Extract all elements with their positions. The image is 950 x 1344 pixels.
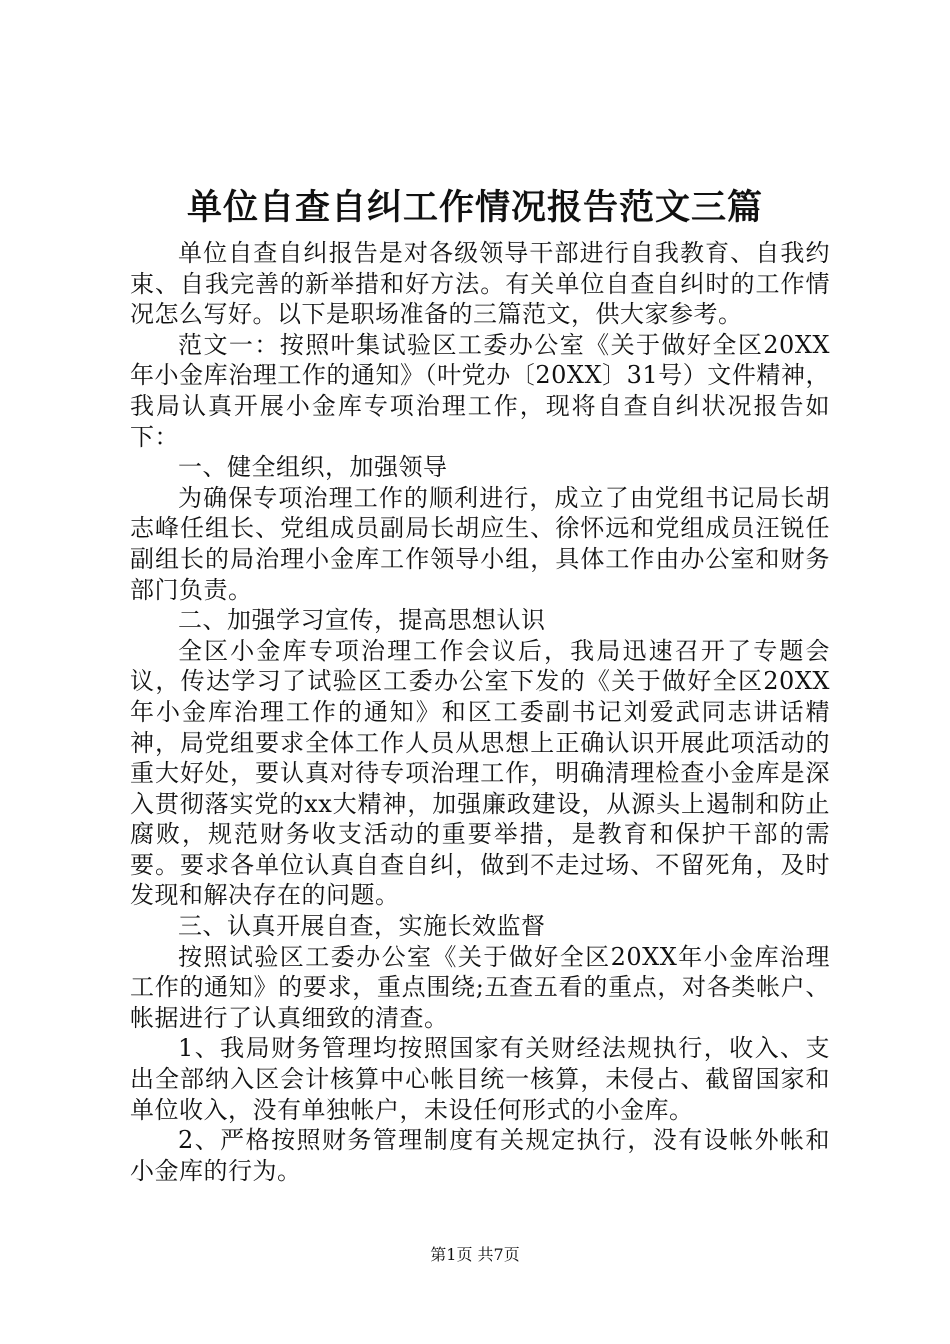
section-two-paragraph: 全区小金库专项治理工作会议后，我局迅速召开了专题会议，传达学习了试验区工委办公室下发的《关于做好全区20XX年小金库治理工作的通知》和区工委副书记刘爱武同志讲话精神，局党组要求全体工作人员从思想上正确认识开展此项活动的重大好处，要认真对待专项治理工作，明确清理检查小金库是深入贯彻落实党的xx大精神，加强廉政建设，从源头上遏制和防止腐败，规范财务收支活动的重要举措，是教育和保护干部的需要。要求各单位认真自查自纠，做到不走过场、不留死角，及时发现和解决存在的问题。 — [130, 636, 830, 910]
intro-paragraph: 单位自查自纠报告是对各级领导干部进行自我教育、自我约束、自我完善的新举措和好方法。有关单位自查自纠时的工作情况怎么写好。以下是职场准备的三篇范文，供大家参考。 — [130, 239, 830, 329]
section-three-paragraph: 按照试验区工委办公室《关于做好全区20XX年小金库治理工作的通知》的要求，重点围绕;五查五看的重点，对各类帐户、帐据进行了认真细致的清查。 — [130, 942, 830, 1032]
section-one-paragraph: 为确保专项治理工作的顺利进行，成立了由党组书记局长胡志峰任组长、党组成员副局长胡应生、徐怀远和党组成员汪锐任副组长的局治理小金库工作领导小组，具体工作由办公室和财务部门负责。 — [130, 483, 830, 604]
page-number-footer: 第1页 共7页 — [430, 1245, 520, 1264]
section-heading-two: 二、加强学习宣传，提高思想认识 — [178, 606, 546, 635]
list-item-one: 1、我局财务管理均按照国家有关财经法规执行，收入、支出全部纳入区会计核算中心帐目统一核算，未侵占、截留国家和单位收入，没有单独帐户，未设任何形式的小金库。 — [130, 1034, 830, 1124]
list-item-two: 2、严格按照财务管理制度有关规定执行，没有设帐外帐和小金库的行为。 — [130, 1126, 830, 1185]
document-body — [130, 238, 830, 1186]
section-heading-three: 三、认真开展自查，实施长效监督 — [178, 912, 546, 941]
section-heading-one: 一、健全组织，加强领导 — [178, 453, 448, 482]
document-title: 单位自查自纠工作情况报告范文三篇 — [186, 187, 763, 228]
sample-one-intro-paragraph: 范文一：按照叶集试验区工委办公室《关于做好全区20XX年小金库治理工作的通知》（叶党办〔20XX〕31号）文件精神，我局认真开展小金库专项治理工作，现将自查自纠状况报告如下： — [130, 330, 830, 451]
